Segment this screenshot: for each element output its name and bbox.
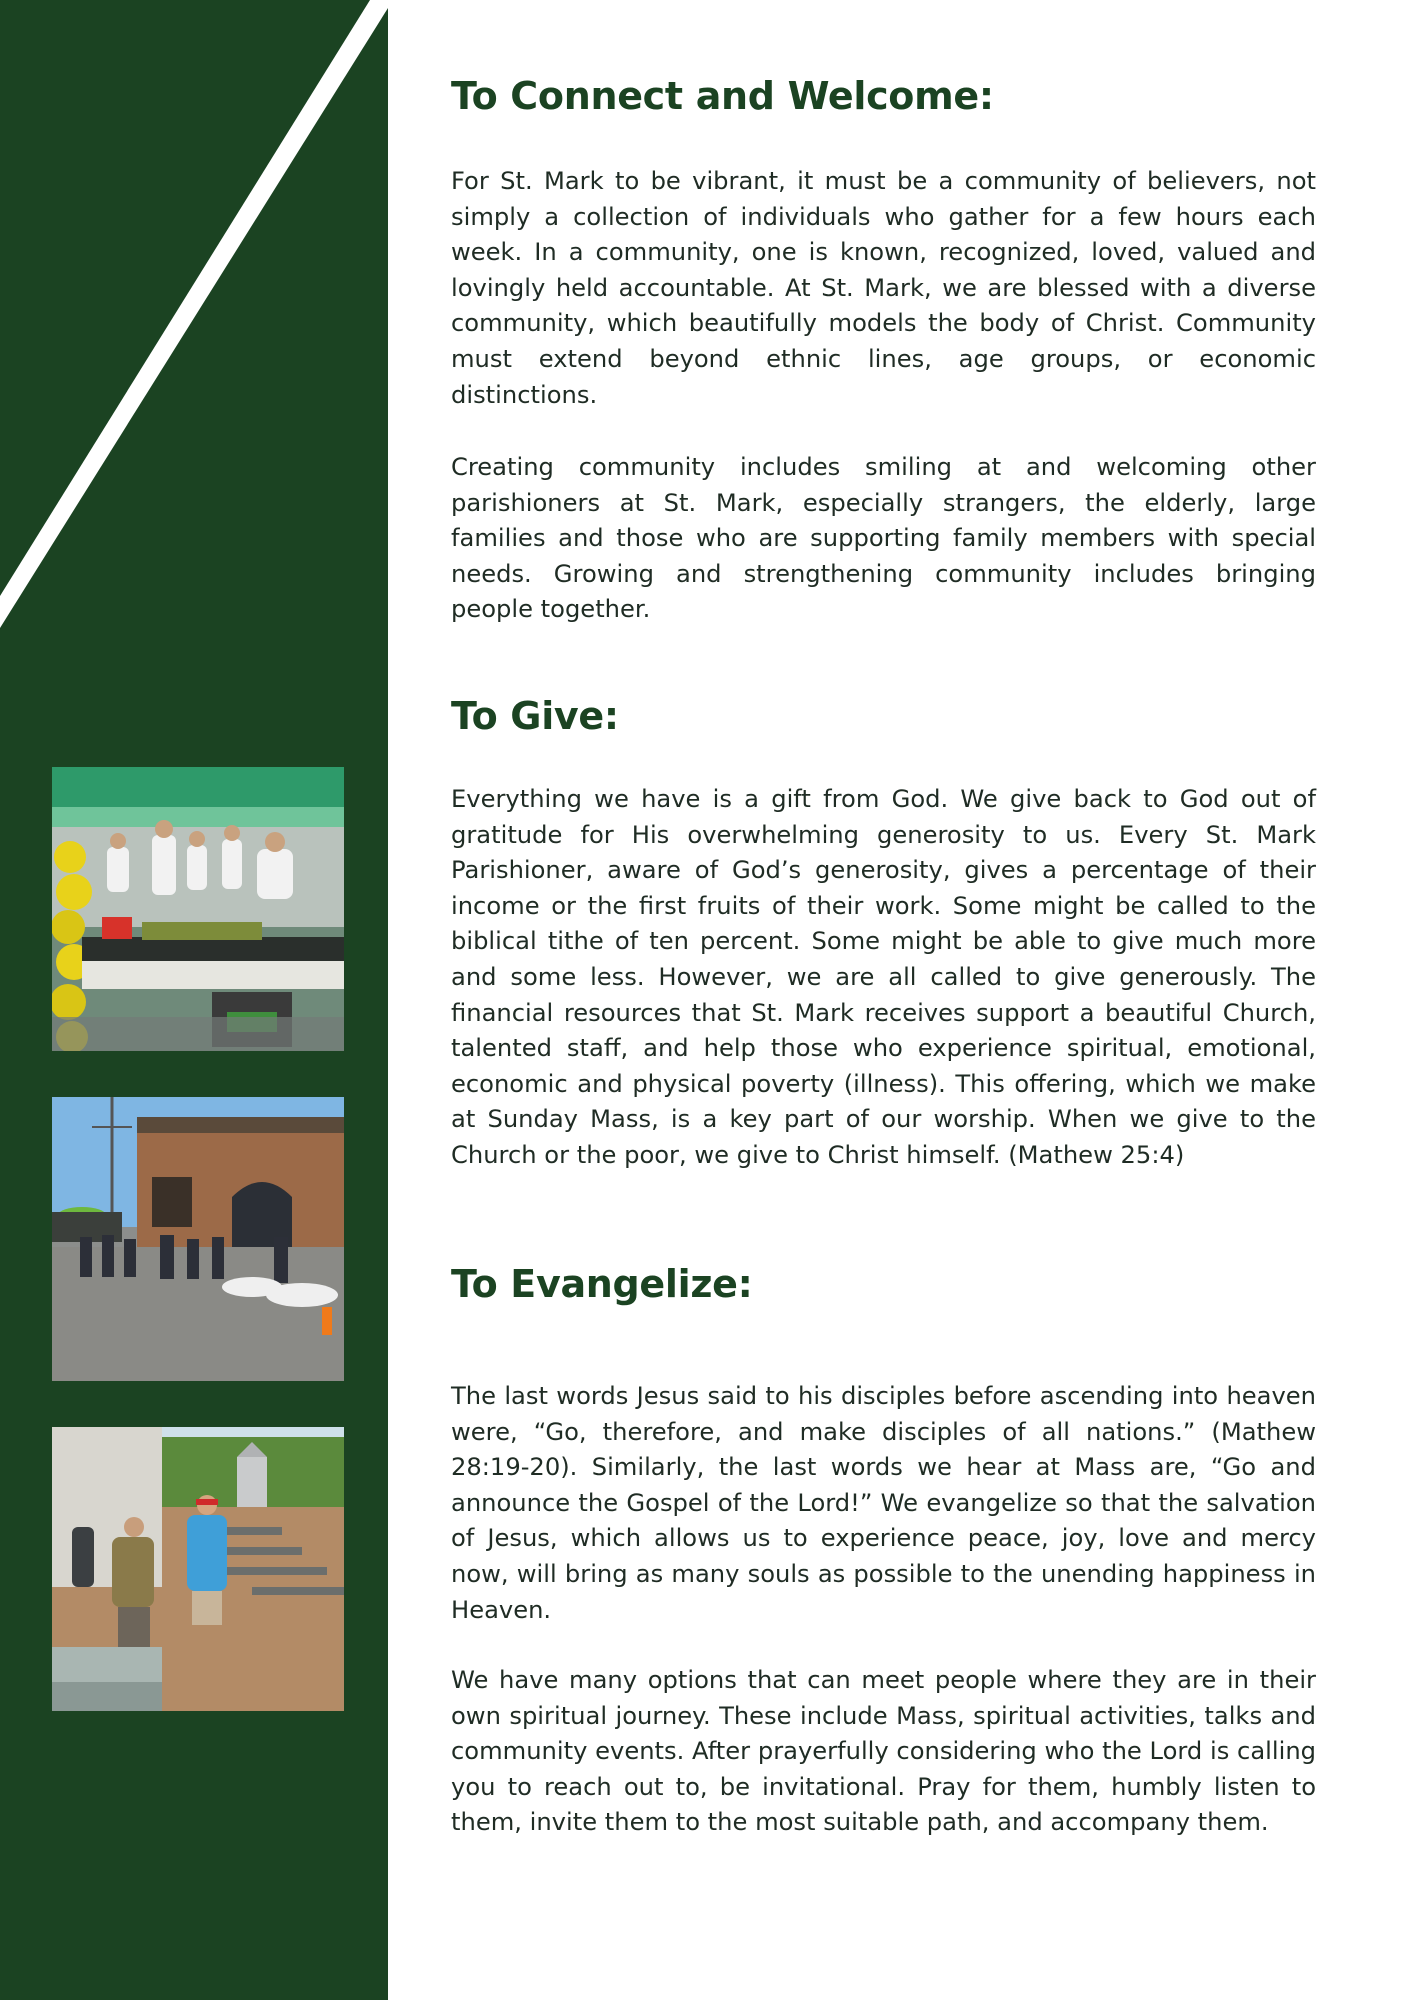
outdoor-gathering-photo [52,1427,344,1711]
diagonal-stripe [0,0,388,640]
section-heading-give: To Give: [451,694,619,738]
section-heading-connect: To Connect and Welcome: [451,74,994,118]
section-paragraph: We have many options that can meet people where they are in their own spiritual journey. These include Mass, spiritual activities, talks and community events. After prayerfully considering who the Lord is calling you to reach out to, be invitational. Pray for them, humbly listen to them, invite them to the most suitable path, and accompany them. [451,1666,1316,1837]
section-paragraph: Everything we have is a gift from God. We give back to God out of gratitude for His overwhelming generosity to us. Every St. Mark Parishioner, aware of God’s generosity, gives a percentage of their income or the first fruits of their work. Some might be called to the biblical tithe of ten percent. Some might be able to give much more and some less. However, we are all called to give generously. The financial resources that St. Mark receives support a beautiful Church, talented staff, and help those who experience spiritual, emotional, economic and physical poverty (illness). This offering, which we make at Sunday Mass, is a key part of our worship. When we give to the Church or the poor, we give to Christ himself. (Mathew 25:4) [451,785,1316,1169]
section-paragraph: For St. Mark to be vibrant, it must be a community of believers, not simply a collection of individuals who gather for a few hours each week. In a community, one is known, recognized, loved, valued and lovingly held accountable. At St. Mark, we are blessed with a diverse community, which beautifully models the body of Christ. Community must extend beyond ethnic lines, age groups, or economic distinctions. [451,167,1316,409]
volunteers-food-table-photo [52,767,344,1051]
section-heading-evangelize: To Evangelize: [451,1262,753,1306]
section-paragraph: The last words Jesus said to his disciples before ascending into heaven were, “Go, therefore, and make disciples of all nations.” (Mathew 28:19-20). Similarly, the last words we hear at Mass are, “Go and announce the Gospel of the Lord!” We evangelize so that the salvation of Jesus, which allows us to experience peace, joy, love and mercy now, will bring as many souls as possible to the unending happiness in Heaven. [451,1382,1316,1624]
section-paragraph: Creating community includes smiling at and welcoming other parishioners at St. Mark, especially strangers, the elderly, large families and those who are supporting family members with special needs. Growing and strengthening community includes bringing people together. [451,453,1316,624]
sidebar-panel [0,0,388,2000]
parking-lot-group-photo [52,1097,344,1381]
